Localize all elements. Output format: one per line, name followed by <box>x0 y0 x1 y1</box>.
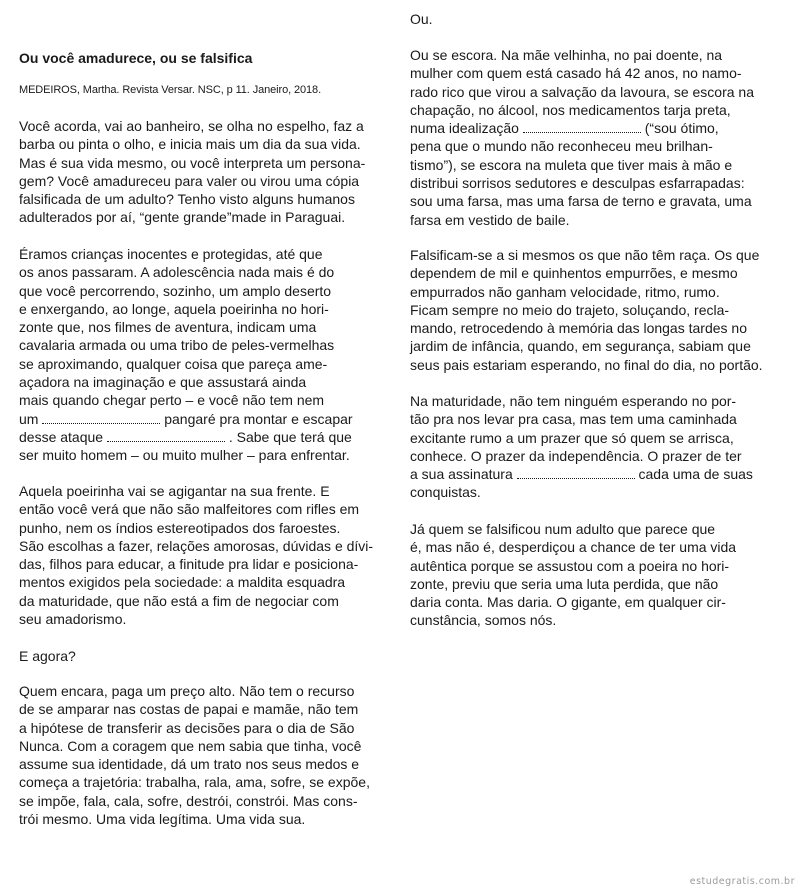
right-paragraph-2-text-a: Ou se escora. Na mãe velhinha, no pai doente, na mulher com quem está casado há 42 anos, no namo- rado rico que virou a salvação da lavoura, se escora na chapação, no álcool, nos medicamentos tarja preta, numa idealização <box>410 47 754 137</box>
left-paragraph-5-text: Quem encara, paga um preço alto. Não tem o recurso de se amparar nas costas de papai e mamãe, não tem a hipótese de transferir as decisões para o dia de São Nunca. Com a coragem que nem sabia que tinha, você assume sua identidade, dá um trato nos seus medos e começa a trajetória: trabalha, rala, ama, sofre, se expõe, se impõe, fala, cala, sofre, destrói, constrói. Mas cons- trói mesmo. Uma vida legítima. Uma vida sua. <box>19 683 370 828</box>
article-title: Ou você amadurece, ou se falsifica <box>19 50 253 66</box>
left-paragraph-3-text: Aquela poeirinha vai se agigantar na sua frente. E então você verá que não são malfeitores com rifles em punho, nem os índios estereotipados dos faroestes. São escolhas a fazer, relações amorosas, dúvidas e dívi- das, filhos para educar, a finitude pra lidar e posiciona- mentos exigidos pela sociedade: a maldita esquadra da maturidade, que não está a fim de negociar com seu amadorismo. <box>19 483 374 628</box>
fill-in-blank-4[interactable] <box>517 467 635 479</box>
source-watermark: estudegratis.com.br <box>689 876 795 887</box>
right-paragraph-5-text: Já quem se falsificou num adulto que parece que é, mas não é, desperdiçou a chance de ter uma vida autêntica porque se assustou com a poeira no hori- zonte, previu que seria uma luta perdida, que não daria conta. Mas daria. O gigante, em qualquer cir- cunstância, somos nós. <box>410 521 737 629</box>
right-paragraph-5 <box>410 520 770 630</box>
right-paragraph-4-text-a: Na maturidade, não tem ninguém esperando no por- tão pra nos levar pra casa, mas tem uma caminhada excitante rumo a um prazer que só quem se arrisca, conhece. O prazer da independência. O prazer de ter a sua assinatura <box>410 393 742 483</box>
left-paragraph-3 <box>19 482 374 628</box>
right-paragraph-3-text: Falsificam-se a si mesmos os que não têm raça. Os que dependem de mil e quinhentos empurrões, e mesmo empurrados não ganham velocidade, ritmo, rumo. Ficam sempre no meio do trajeto, soluçando, recla- mando, retrocedendo à memória das longas tardes no jardim de infância, quando, em segurança, sabiam que seus pais estariam esperando, no final do dia, no portão. <box>410 247 763 373</box>
fill-in-blank-3[interactable] <box>523 121 641 133</box>
right-paragraph-4 <box>410 392 770 502</box>
right-paragraph-3 <box>410 246 770 374</box>
right-paragraph-1 <box>410 10 770 28</box>
left-paragraph-4 <box>19 647 374 665</box>
left-paragraph-2 <box>19 245 374 465</box>
left-paragraph-2-text-c: . Sabe que terá que ser muito homem – ou muito mulher – para enfrentar. <box>19 428 352 464</box>
left-paragraph-2-text-a: Éramos crianças inocentes e protegidas, até que os anos passaram. A adolescência nada mais é do que você percorrendo, sozinho, um amplo deserto e enxergando, ao longe, aquela poeirinha no hori- zonte que, nos filmes de aventura, indicam uma cavalaria armada ou uma tribo de peles-vermelhas se aproximando, qualquer coisa que pareça ame- açadora na imaginação e que assustará ainda mais quando chegar perto – e você não tem nem um <box>19 246 335 427</box>
left-paragraph-1-text: Você acorda, vai ao banheiro, se olha no espelho, faz a barba ou pinta o olho, e inicia mais um dia da sua vida. Mas é sua vida mesmo, ou você interpreta um persona- gem? Você amadureceu para valer ou virou uma cópia falsificada de um adulto? Tenho visto alguns humanos adulterados por aí, “gente grande”made in Paraguai. <box>19 118 366 226</box>
left-paragraph-4-text: E agora? <box>19 648 76 664</box>
article-citation: MEDEIROS, Martha. Revista Versar. NSC, p 11. Janeiro, 2018. <box>19 84 322 96</box>
left-paragraph-5 <box>19 682 374 828</box>
left-paragraph-2-text-b: pangaré pra montar e escapar desse ataque <box>19 410 353 445</box>
left-paragraph-1 <box>19 117 374 227</box>
fill-in-blank-2[interactable] <box>107 430 225 442</box>
right-paragraph-2 <box>410 46 770 229</box>
right-paragraph-2-text-b: (“sou ótimo, pena que o mundo não reconheceu meu brilhan- tismo”), se escora na muleta que tiver mais à mão e distribui sorrisos sedutores e desculpas esfarrapadas: sou uma farsa, mas uma farsa de terno e gravata, uma farsa em vestido de baile. <box>410 120 752 228</box>
fill-in-blank-1[interactable] <box>42 412 160 424</box>
right-paragraph-4-text-b: cada uma de suas conquistas. <box>410 466 753 501</box>
right-paragraph-1-text: Ou. <box>410 11 433 27</box>
